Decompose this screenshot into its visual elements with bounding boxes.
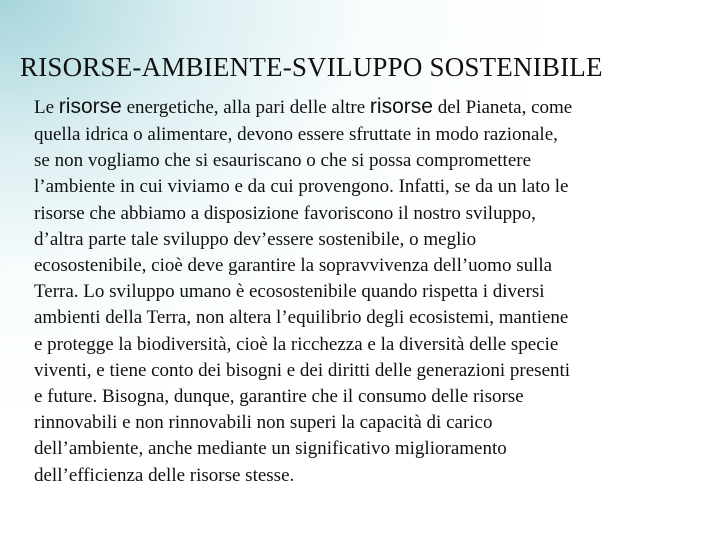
body-line: ambienti della Terra, non altera l’equilibrio degli ecosistemi, mantiene bbox=[34, 307, 569, 329]
body-line: viventi, e tiene conto dei bisogni e dei diritti delle generazioni presenti bbox=[34, 359, 571, 381]
body-line bbox=[34, 92, 714, 122]
body-emphasis-word: risorse bbox=[369, 95, 433, 118]
slide-body-text bbox=[34, 92, 714, 489]
body-line: dell’efficienza delle risorse stesse. bbox=[34, 464, 295, 486]
body-text-segment: del Pianeta, come bbox=[432, 97, 573, 118]
body-line: rinnovabili e non rinnovabili non superi la capacità di carico bbox=[34, 412, 493, 434]
body-line: se non vogliamo che si esauriscano o che si possa compromettere bbox=[34, 150, 532, 172]
body-line: e protegge la biodiversità, cioè la ricchezza e la diversità delle specie bbox=[34, 333, 559, 355]
body-text-segment: energetiche, alla pari delle altre bbox=[121, 97, 370, 118]
body-line: dell’ambiente, anche mediante un significativo miglioramento bbox=[34, 438, 507, 460]
body-line: e future. Bisogna, dunque, garantire che il consumo delle risorse bbox=[34, 386, 524, 408]
body-line: l’ambiente in cui viviamo e da cui provengono. Infatti, se da un lato le bbox=[34, 176, 569, 198]
body-line: quella idrica o alimentare, devono essere sfruttate in modo razionale, bbox=[34, 124, 558, 145]
slide-title: RISORSE-AMBIENTE-SVILUPPO SOSTENIBILE bbox=[20, 52, 603, 82]
body-line: ecosostenibile, cioè deve garantire la sopravvivenza dell’uomo sulla bbox=[34, 255, 553, 277]
body-text-segment: Le bbox=[34, 97, 59, 118]
body-line: d’altra parte tale sviluppo dev’essere sostenibile, o meglio bbox=[34, 228, 477, 250]
body-line: risorse che abbiamo a disposizione favoriscono il nostro sviluppo, bbox=[34, 202, 536, 224]
body-line: Terra. Lo sviluppo umano è ecosostenibile quando rispetta i diversi bbox=[34, 281, 545, 303]
body-emphasis-word: risorse bbox=[58, 95, 122, 118]
